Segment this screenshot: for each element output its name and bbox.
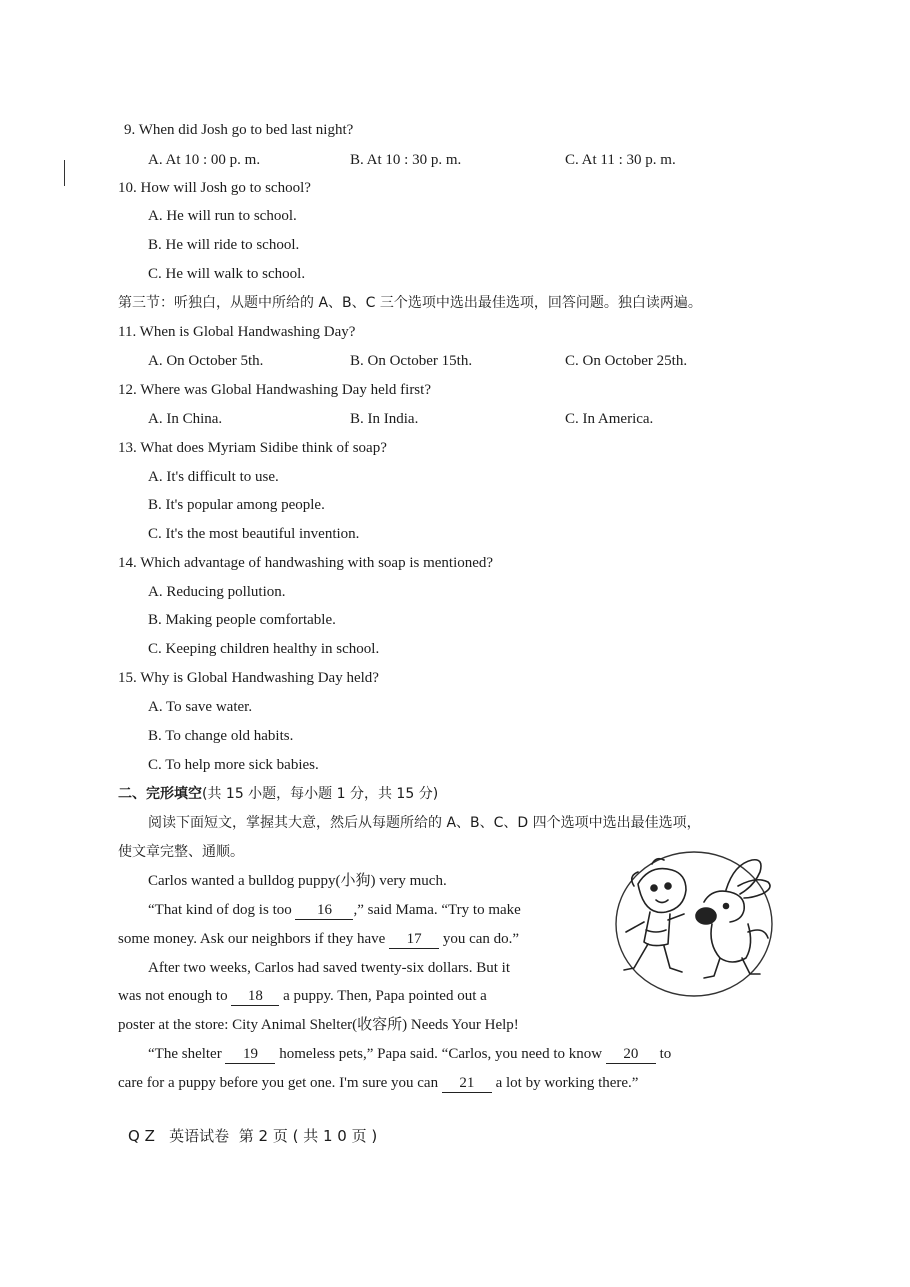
q12-option-c: C. In America. xyxy=(565,411,654,427)
q11-option-b: B. On October 15th. xyxy=(350,353,473,369)
blank-17: 17 xyxy=(389,930,439,949)
q9-option-c: C. At 11 : 30 p. m. xyxy=(565,152,676,168)
part-2-scoring: (共 15 小题，每小题 1 分，共 15 分) xyxy=(202,786,439,802)
q9-option-a: A. At 10 : 00 p. m. xyxy=(148,152,261,168)
passage-line-8 xyxy=(118,1073,638,1093)
q11-option-c: C. On October 25th. xyxy=(565,353,688,369)
footer-code: Q Z xyxy=(128,1127,155,1145)
q14-option-c: C. Keeping children healthy in school. xyxy=(148,641,380,657)
part-2-instruction-line-2: 使文章完整、通顺。 xyxy=(118,844,244,860)
q13-option-c: C. It's the most beautiful invention. xyxy=(148,526,360,542)
section-3-instruction: 第三节：听独白，从题中所给的 A、B、C 三个选项中选出最佳选项，回答问题。独白读两遍。 xyxy=(118,295,702,311)
blank-20: 20 xyxy=(606,1045,656,1064)
passage-text: you can do.” xyxy=(442,931,520,947)
question-10: 10. How will Josh go to school? xyxy=(118,180,311,196)
blank-16: 16 xyxy=(295,901,353,920)
passage-line-2 xyxy=(148,900,521,920)
q14-option-a: A. Reducing pollution. xyxy=(148,584,286,600)
passage-text: to xyxy=(659,1046,672,1062)
question-9: 9. When did Josh go to bed last night? xyxy=(124,122,354,138)
footer-page-number: 第 2 页 ( 共 1 0 页 ) xyxy=(238,1127,378,1145)
blank-18: 18 xyxy=(231,987,279,1006)
passage-text: some money. Ask our neighbors if they have xyxy=(118,931,386,947)
passage-line-5 xyxy=(118,986,487,1006)
question-13: 13. What does Myriam Sidibe think of soap? xyxy=(118,440,387,456)
q10-option-b: B. He will ride to school. xyxy=(148,237,300,253)
question-11: 11. When is Global Handwashing Day? xyxy=(118,324,356,340)
q13-option-a: A. It's difficult to use. xyxy=(148,469,279,485)
part-2-title: 二、完形填空 xyxy=(118,786,202,802)
passage-line-1: Carlos wanted a bulldog puppy(小狗) very much. xyxy=(148,873,447,889)
q9-option-b: B. At 10 : 30 p. m. xyxy=(350,152,462,168)
q10-option-c: C. He will walk to school. xyxy=(148,266,306,282)
part-2-instruction-line-1: 阅读下面短文，掌握其大意，然后从每题所给的 A、B、C、D 四个选项中选出最佳选项， xyxy=(148,815,701,831)
blank-19: 19 xyxy=(225,1045,275,1064)
question-14: 14. Which advantage of handwashing with soap is mentioned? xyxy=(118,555,494,571)
passage-line-7 xyxy=(148,1044,671,1064)
q11-option-a: A. On October 5th. xyxy=(148,353,264,369)
passage-line-3 xyxy=(118,929,519,949)
q15-option-b: B. To change old habits. xyxy=(148,728,294,744)
q15-option-c: C. To help more sick babies. xyxy=(148,757,319,773)
passage-line-4: After two weeks, Carlos had saved twenty-six dollars. But it xyxy=(148,960,511,976)
passage-text: was not enough to xyxy=(118,988,228,1004)
passage-text: a lot by working there.” xyxy=(495,1075,639,1091)
scan-margin-mark xyxy=(64,160,65,186)
passage-text: “That kind of dog is too xyxy=(148,902,292,918)
question-12: 12. Where was Global Handwashing Day held first? xyxy=(118,382,431,398)
blank-21: 21 xyxy=(442,1074,492,1093)
q13-option-b: B. It's popular among people. xyxy=(148,497,325,513)
passage-text: homeless pets,” Papa said. “Carlos, you need to know xyxy=(279,1046,603,1062)
boy-running-with-dog-illustration xyxy=(608,842,780,1002)
q15-option-a: A. To save water. xyxy=(148,699,253,715)
passage-text: “The shelter xyxy=(148,1046,222,1062)
question-15: 15. Why is Global Handwashing Day held? xyxy=(118,670,379,686)
q12-option-b: B. In India. xyxy=(350,411,419,427)
q12-option-a: A. In China. xyxy=(148,411,223,427)
footer-subject: 英语试卷 xyxy=(169,1127,230,1145)
passage-line-6: poster at the store: City Animal Shelter(收容所) Needs Your Help! xyxy=(118,1017,519,1033)
page-footer xyxy=(128,1126,377,1146)
passage-text: ,” said Mama. “Try to make xyxy=(353,902,521,918)
passage-text: a puppy. Then, Papa pointed out a xyxy=(283,988,487,1004)
q14-option-b: B. Making people comfortable. xyxy=(148,612,336,628)
passage-text: care for a puppy before you get one. I'm sure you can xyxy=(118,1075,439,1091)
q10-option-a: A. He will run to school. xyxy=(148,208,297,224)
part-2-heading xyxy=(118,784,438,804)
